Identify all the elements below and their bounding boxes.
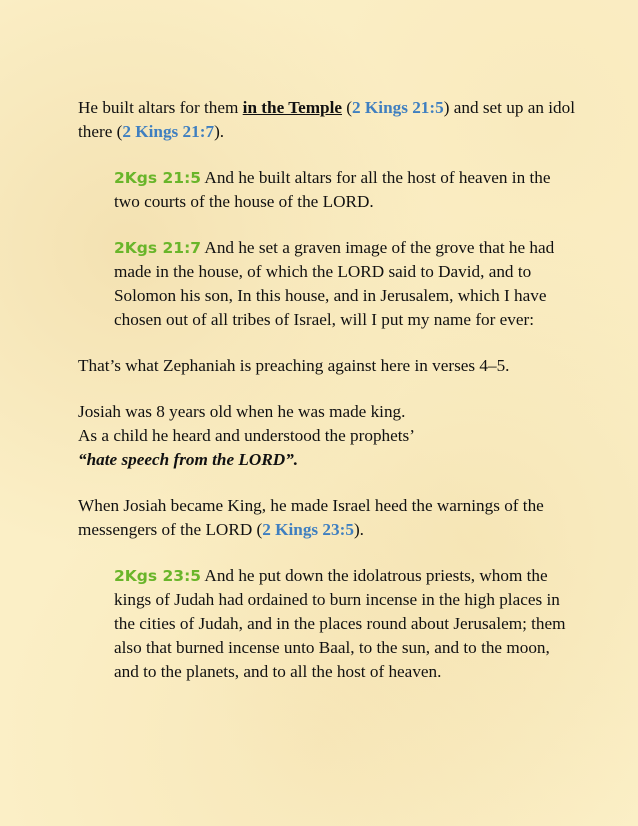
verse-text: And he set a graven image of the grove that he had made in the house, of which the LORD said to David, and to Solomon his son, In this house, and in Jerusalem, which I have chosen out of all tribes of Israel, will I put my name for ever:	[114, 238, 555, 329]
josiah-line-2: As a child he heard and understood the prophets’	[78, 426, 415, 445]
verse-reference: 2Kgs 21:7	[114, 239, 202, 257]
verse-text: And he built altars for all the host of heaven in the two courts of the house of the LORD.	[114, 168, 551, 211]
document-body	[78, 96, 578, 684]
scripture-link-2kings-21-7[interactable]: 2 Kings 21:7	[122, 122, 215, 141]
josiah-paragraph	[78, 400, 578, 472]
scripture-link-2kings-23-5[interactable]: 2 Kings 23:5	[262, 520, 354, 539]
verse-reference: 2Kgs 21:5	[114, 169, 202, 187]
verse-reference: 2Kgs 23:5	[114, 567, 202, 585]
josiah-line-1: Josiah was 8 years old when he was made king.	[78, 402, 406, 421]
hate-speech-quote: “hate speech from the LORD”.	[78, 450, 299, 469]
scripture-link-2kings-21-5[interactable]: 2 Kings 21:5	[352, 98, 444, 117]
verse-quote-2kgs-23-5	[114, 564, 574, 684]
emphasis-temple: in the Temple	[242, 98, 342, 117]
verse-text: And he put down the idolatrous priests, whom the kings of Judah had ordained to burn incense in the high places in the cities of Judah, and in the places round about Jerusalem; them also that burned incense unto Baal, to the sun, and to the moon, and to the planets, and to all the host of heaven.	[114, 566, 566, 681]
verse-quote-2kgs-21-7	[114, 236, 574, 332]
verse-quote-2kgs-21-5	[114, 166, 574, 214]
intro-paragraph: He built altars for them in the Temple (2 Kings 21:5) and set up an idol there (2 Kings 21:7).	[78, 98, 575, 141]
zephaniah-paragraph: That’s what Zephaniah is preaching against here in verses 4–5.	[78, 356, 510, 375]
josiah-king-paragraph: When Josiah became King, he made Israel heed the warnings of the messengers of the LORD (2 Kings 23:5).	[78, 496, 544, 539]
